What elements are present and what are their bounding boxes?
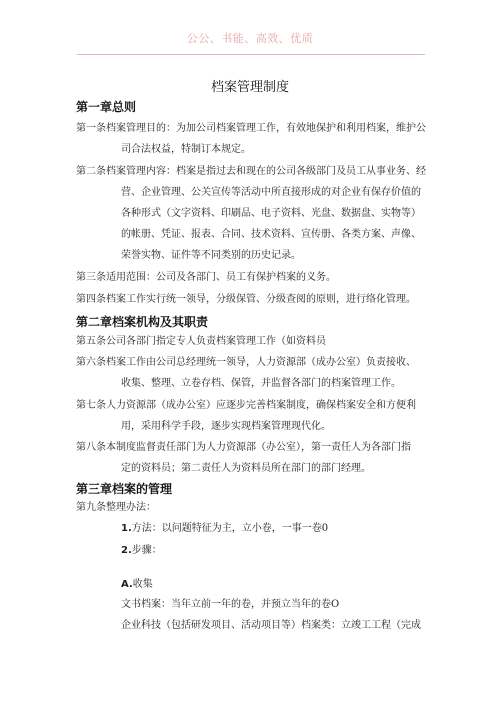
article-7-line-2: 用，采用科学手段，逐步实现档案管理现代化。 xyxy=(121,421,331,432)
article-2-line-5: 荣誉实物、证件等不同类别的历史记录。 xyxy=(121,250,301,261)
chapter-2-heading: 第二章档案机构及其职责 xyxy=(76,315,209,329)
article-9: 第九条整理办法： xyxy=(76,502,156,513)
doc-line-1: 文书档案：当年立前一年的卷，并预立当年的卷O xyxy=(121,599,340,610)
article-7-line-1: 第七条人力资源部（成办公室）应逐步完善档案制度，确保档案安全和方便利 xyxy=(76,400,416,411)
article-2-line-2: 营、企业管理、公关宣传等活动中所直接形成的对企业有保存价值的 xyxy=(121,187,421,198)
article-6-line-1: 第六条档案工作由公司总经理统一领导，人力资源部（成办公室）负责接收、 xyxy=(76,357,416,368)
article-6 xyxy=(76,352,428,394)
doc-line-2: 企业科技（包括研发项目、活动项目等）档案类：立竣工工程（完成 xyxy=(121,620,421,631)
article-8 xyxy=(76,437,428,479)
article-2-line-1: 第二条档案管理内容：档案是指过去和现在的公司各级部门及员工从事业务、经 xyxy=(76,166,426,177)
article-5: 第五条公司各部门指定专人负责档案管理工作（如资料员 xyxy=(76,336,326,347)
chapter-3-heading: 第三章档案的管理 xyxy=(76,482,173,496)
article-1-line-1: 第一条档案管理目的：为加公司档案管理工作，有效地保护和利用档案，维护公 xyxy=(76,123,426,134)
header-slogan: 公公、书能、高效、优质 xyxy=(186,32,314,45)
document-title: 档案管理制度 xyxy=(210,80,289,95)
step-1 xyxy=(121,522,328,536)
article-2-line-3: 各种形式（文字资料、印刷品、电子资料、光盘、数据盘、实物等） xyxy=(121,208,421,219)
article-8-line-1: 第八条本制度监督责任部门为人力资源部（办公室），第一责任人为各部门指 xyxy=(76,442,411,453)
article-2 xyxy=(76,161,428,266)
step-1-number: 1. xyxy=(121,523,132,534)
article-6-line-2: 收集、整理、立卷存档、保管，并监督各部门的档案管理工作。 xyxy=(121,378,401,389)
header-divider xyxy=(77,54,425,55)
article-1-line-2: 司合法权益，特制订本规定。 xyxy=(121,144,251,155)
step-2-number: 2. xyxy=(121,545,132,556)
article-3: 第三条适用范围：公司及各部门、员工有保护档案的义务。 xyxy=(76,272,336,283)
article-4: 第四条档案工作实行统一领导，分级保管、分级查阅的原则，进行络化管理。 xyxy=(76,294,416,305)
sub-a-letter: A. xyxy=(121,579,133,590)
step-1-text: 方法：以问题特征为主，立小卷，一事一卷0 xyxy=(131,523,329,534)
sub-a xyxy=(121,575,153,590)
article-8-line-2: 定的资料员；第二责任人为资料员所在部门的部门经理。 xyxy=(121,463,371,474)
sub-a-text: 收集 xyxy=(132,579,153,590)
article-7 xyxy=(76,395,428,437)
article-2-line-4: 的帐册、凭证、报表、合同、技术资料、宣传册、各类方案、声像、 xyxy=(121,229,421,240)
step-2-text: 步骤： xyxy=(131,545,162,556)
article-1 xyxy=(76,118,428,160)
step-2 xyxy=(121,544,162,558)
chapter-1-heading: 第一章总则 xyxy=(76,100,137,114)
